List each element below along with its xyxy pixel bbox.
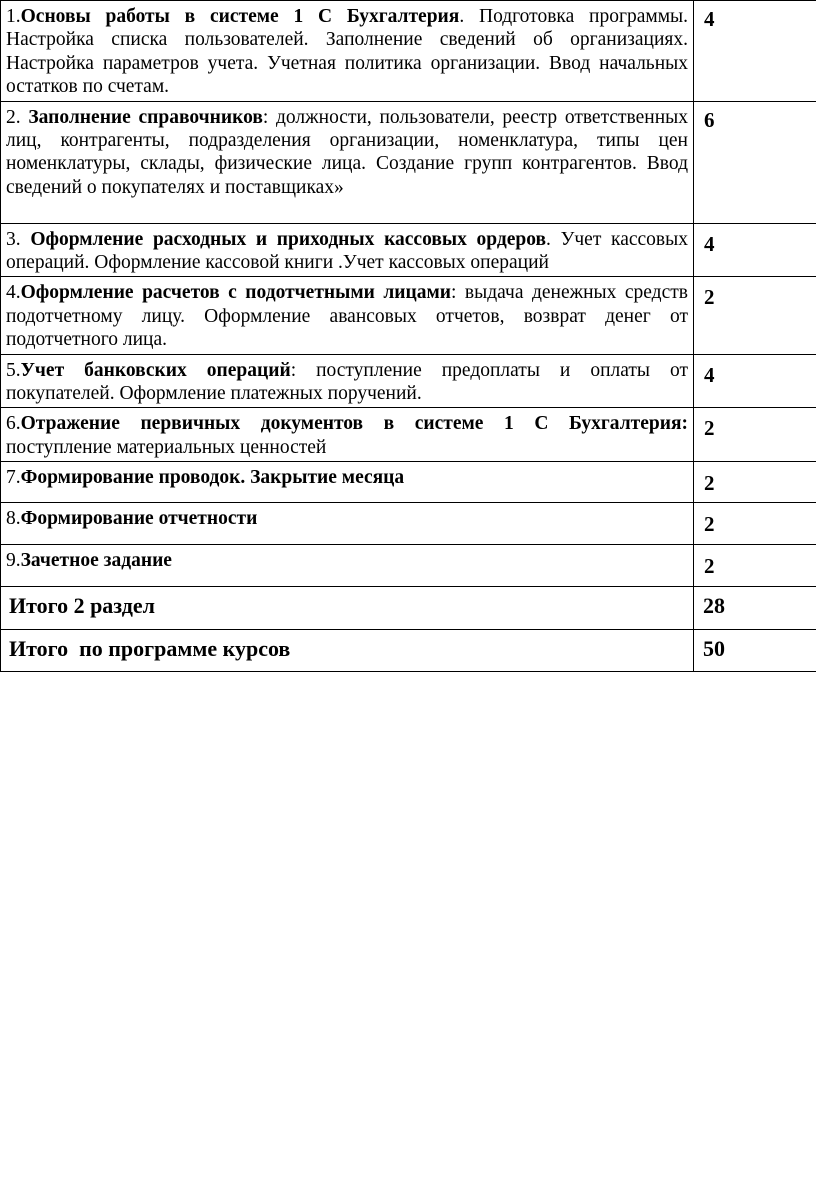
hours-cell bbox=[694, 545, 816, 587]
topic-title: Основы работы в системе 1 С Бухгалтерия bbox=[20, 6, 460, 27]
hours-value: 4 bbox=[704, 7, 715, 31]
hours-value: 2 bbox=[704, 512, 715, 537]
table-row bbox=[1, 277, 816, 354]
total-hours-value: 28 bbox=[703, 593, 725, 619]
table-row bbox=[1, 408, 816, 462]
hours-value: 2 bbox=[704, 416, 715, 441]
topic-title: Заполнение справочников bbox=[28, 106, 263, 128]
topic-cell bbox=[1, 408, 694, 462]
total-row bbox=[1, 630, 816, 672]
hours-cell bbox=[694, 462, 816, 503]
table-row bbox=[1, 223, 816, 277]
topic-number: 3. bbox=[6, 228, 31, 250]
total-hours-value: 50 bbox=[703, 636, 725, 662]
topic-title: Зачетное задание bbox=[20, 550, 172, 572]
topic-text bbox=[1, 408, 693, 461]
hours-value: 2 bbox=[704, 471, 715, 496]
hours-value: 4 bbox=[704, 362, 715, 387]
table-row bbox=[1, 503, 816, 545]
topic-text bbox=[1, 503, 693, 532]
topic-text bbox=[1, 102, 693, 202]
hours-cell bbox=[694, 503, 816, 545]
topic-number: 7. bbox=[6, 467, 21, 489]
topic-number: 8. bbox=[6, 508, 21, 530]
total-hours-cell bbox=[694, 587, 816, 630]
topic-description: поступление материальных ценностей bbox=[6, 436, 327, 458]
topic-text bbox=[1, 1, 693, 101]
topic-cell bbox=[1, 277, 694, 354]
total-label: Итого по программе курсов bbox=[9, 636, 291, 662]
topic-description: . Подготовка программы. Настройка списка пользователей. Заполнение сведений об организациях. Настройка параметров учета. Учетная политика организации. Ввод начальных остатков по счетам. bbox=[6, 6, 689, 98]
total-row bbox=[1, 587, 816, 630]
topic-cell bbox=[1, 1, 694, 102]
topic-title: Отражение первичных документов в системе 1 С Бухгалтерия: bbox=[20, 413, 688, 435]
topic-title: Формирование отчетности bbox=[20, 508, 258, 530]
topic-number: 5. bbox=[6, 359, 21, 381]
topic-description: : поступление предоплаты и оплаты от покупателей. Оформление платежных поручений. bbox=[6, 359, 688, 405]
hours-cell bbox=[694, 1, 816, 102]
topic-title: Оформление расходных и приходных кассовых ордеров bbox=[30, 228, 547, 250]
hours-value: 2 bbox=[704, 554, 715, 579]
total-label-cell bbox=[1, 630, 694, 672]
hours-cell bbox=[694, 408, 816, 462]
table-row bbox=[1, 1, 816, 102]
hours-cell bbox=[694, 223, 816, 277]
topic-title: Учет банковских операций bbox=[20, 359, 291, 381]
topic-cell bbox=[1, 545, 694, 587]
hours-cell bbox=[694, 277, 816, 354]
topic-description: : должности, пользователи, реестр ответственных лиц, контрагенты, подразделения организации, номенклатура, типы цен номенклатуры, склады, физические лица. Создание групп контрагентов. Ввод сведений о покупателях и поставщиках» bbox=[6, 106, 688, 198]
topic-number: 9. bbox=[6, 550, 21, 572]
total-label: Итого 2 раздел bbox=[9, 593, 155, 619]
topic-title: Формирование проводок. Закрытие месяца bbox=[20, 467, 405, 489]
topic-cell bbox=[1, 462, 694, 503]
topic-number: 6. bbox=[6, 413, 21, 435]
topic-description: : выдача денежных средств подотчетному лицу. Оформление авансовых отчетов, возврат денег от подотчетного лица. bbox=[6, 282, 688, 351]
topic-text bbox=[1, 277, 693, 353]
topic-number: 2. bbox=[6, 106, 29, 128]
topic-text bbox=[1, 545, 693, 574]
hours-value: 4 bbox=[704, 231, 715, 256]
hours-cell bbox=[694, 101, 816, 223]
topic-cell bbox=[1, 223, 694, 277]
topic-cell bbox=[1, 354, 694, 408]
topic-number: 1. bbox=[6, 6, 21, 27]
topic-title: Оформление расчетов с подотчетными лицами bbox=[20, 282, 452, 304]
hours-cell bbox=[694, 354, 816, 408]
table-row bbox=[1, 462, 816, 503]
total-hours-cell bbox=[694, 630, 816, 672]
hours-value: 6 bbox=[704, 107, 715, 132]
topic-text bbox=[1, 224, 693, 277]
topic-cell bbox=[1, 503, 694, 545]
table-row bbox=[1, 354, 816, 408]
topic-text bbox=[1, 462, 693, 491]
topic-number: 4. bbox=[6, 282, 21, 304]
table-row bbox=[1, 545, 816, 587]
table-row bbox=[1, 101, 816, 223]
topic-cell bbox=[1, 101, 694, 223]
hours-value: 2 bbox=[704, 285, 715, 310]
topic-text bbox=[1, 355, 693, 408]
total-label-cell bbox=[1, 587, 694, 630]
topic-description: . Учет кассовых операций. Оформление кассовой книги .Учет кассовых операций bbox=[6, 228, 688, 274]
